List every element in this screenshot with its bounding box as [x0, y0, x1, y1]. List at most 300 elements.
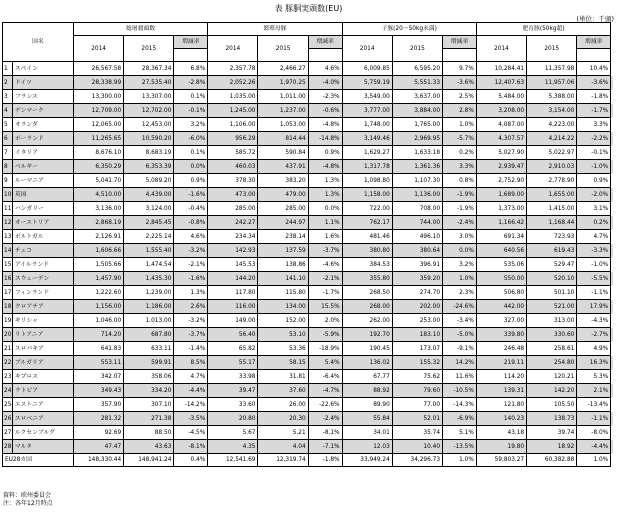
rate-cell: 2.5%	[443, 90, 477, 104]
rate-cell: 3.3%	[443, 160, 477, 174]
value-cell: 262.00	[342, 314, 392, 328]
value-cell: 481.46	[342, 230, 392, 244]
total-value-cell: 33,949.24	[342, 454, 392, 467]
country-name: マルタ	[12, 440, 73, 454]
value-cell: 5,022.97	[527, 146, 577, 160]
row-number: 23	[3, 370, 13, 384]
value-cell: 380.80	[342, 244, 392, 258]
value-cell: 88.50	[124, 426, 174, 440]
value-cell: 1,011.00	[258, 90, 308, 104]
header-rate: 増減率	[577, 36, 611, 49]
country-name: ギリシャ	[12, 314, 73, 328]
header-year: 2014	[342, 36, 392, 62]
row-number: 14	[3, 244, 13, 258]
value-cell: 3,124.00	[124, 202, 174, 216]
header-country: 国名	[3, 23, 74, 62]
value-cell: 244.97	[258, 216, 308, 230]
value-cell: 1,098.80	[342, 174, 392, 188]
value-cell: 52.01	[392, 412, 442, 426]
rate-cell: -2.1%	[308, 272, 342, 286]
value-cell: 138.73	[527, 412, 577, 426]
rate-cell: 4.6%	[308, 62, 342, 76]
value-cell: 535.06	[476, 258, 526, 272]
value-cell: 327.00	[476, 314, 526, 328]
row-number: 21	[3, 342, 13, 356]
value-cell: 313.00	[527, 314, 577, 328]
value-cell: 1,606.66	[73, 244, 123, 258]
header-year: 2015	[124, 36, 174, 62]
value-cell: 2,939.47	[476, 160, 526, 174]
rate-cell: 0.9%	[577, 174, 611, 188]
value-cell: 358.06	[124, 370, 174, 384]
table-row	[3, 342, 614, 356]
value-cell: 149.00	[208, 314, 258, 328]
value-cell: 258.61	[527, 342, 577, 356]
value-cell: 202.00	[392, 300, 442, 314]
rate-cell: 0.0%	[308, 202, 342, 216]
total-value-cell: 148,330.44	[73, 454, 123, 467]
row-number: 22	[3, 356, 13, 370]
value-cell: 1,106.00	[208, 118, 258, 132]
value-cell: 28,367.34	[124, 62, 174, 76]
value-cell: 77.00	[392, 398, 442, 412]
total-row	[3, 454, 614, 467]
value-cell: 506.80	[476, 286, 526, 300]
value-cell: 1,629.27	[342, 146, 392, 160]
footnote: 注：各年12月時点	[3, 500, 53, 507]
rate-cell: -1.8%	[577, 90, 611, 104]
row-number: 26	[3, 412, 13, 426]
rate-cell: -3.5%	[174, 412, 208, 426]
value-cell: 590.84	[258, 146, 308, 160]
value-cell: 173.07	[392, 342, 442, 356]
value-cell: 11,357.98	[527, 62, 577, 76]
rate-cell: -4.5%	[174, 426, 208, 440]
value-cell: 1,361.36	[392, 160, 442, 174]
value-cell: 183.10	[392, 328, 442, 342]
value-cell: 137.59	[258, 244, 308, 258]
table-row	[3, 314, 614, 328]
value-cell: 58.15	[258, 356, 308, 370]
rate-cell: -2.1%	[174, 258, 208, 272]
value-cell: 1,373.00	[476, 202, 526, 216]
total-value-cell: 34,296.73	[392, 454, 442, 467]
rate-cell: -1.0%	[577, 160, 611, 174]
value-cell: 1,046.00	[73, 314, 123, 328]
value-cell: 6,595.20	[392, 62, 442, 76]
rate-cell: -4.4%	[174, 384, 208, 398]
rate-cell: 0.1%	[174, 90, 208, 104]
value-cell: 520.10	[527, 272, 577, 286]
rate-cell: -3.7%	[308, 244, 342, 258]
value-cell: 271.38	[124, 412, 174, 426]
rate-cell: -0.1%	[174, 104, 208, 118]
value-cell: 234.34	[208, 230, 258, 244]
value-cell: 355.80	[342, 272, 392, 286]
table-row	[3, 258, 614, 272]
value-cell: 55.17	[208, 356, 258, 370]
value-cell: 4.04	[258, 440, 308, 454]
rate-cell: -4.0%	[308, 76, 342, 90]
value-cell: 762.17	[342, 216, 392, 230]
notes	[3, 492, 53, 508]
rate-cell: -6.4%	[308, 370, 342, 384]
rate-cell: -2.0%	[577, 188, 611, 202]
value-cell: 39.47	[208, 384, 258, 398]
table-row	[3, 132, 614, 146]
country-name: スウェーデン	[12, 272, 73, 286]
row-number: 1	[3, 62, 13, 76]
rate-cell: -3.4%	[443, 314, 477, 328]
rate-cell: -4.3%	[577, 314, 611, 328]
table-row	[3, 356, 614, 370]
value-cell: 6,009.85	[342, 62, 392, 76]
value-cell: 2,845.45	[124, 216, 174, 230]
value-cell: 1,166.42	[476, 216, 526, 230]
rate-cell: 15.5%	[308, 300, 342, 314]
row-number: 9	[3, 174, 13, 188]
total-rate-cell: 1.0%	[577, 454, 611, 467]
value-cell: 349.43	[73, 384, 123, 398]
row-number: 2	[3, 76, 13, 90]
table-row	[3, 216, 614, 230]
header-group-total: 総屠殺頭数	[73, 23, 207, 36]
rate-cell: -4.8%	[308, 118, 342, 132]
value-cell: 1,457.90	[73, 272, 123, 286]
value-cell: 723.93	[527, 230, 577, 244]
rate-cell: -13.5%	[443, 440, 477, 454]
value-cell: 152.00	[258, 314, 308, 328]
value-cell: 3,549.00	[342, 90, 392, 104]
rate-cell: -1.0%	[577, 258, 611, 272]
value-cell: 3,154.00	[527, 104, 577, 118]
value-cell: 708.00	[392, 202, 442, 216]
value-cell: 1,970.25	[258, 76, 308, 90]
rate-cell: 1.1%	[308, 216, 342, 230]
value-cell: 121.80	[476, 398, 526, 412]
country-name: ポルトガル	[12, 230, 73, 244]
value-cell: 3,208.00	[476, 104, 526, 118]
value-cell: 238.14	[258, 230, 308, 244]
value-cell: 55.84	[342, 412, 392, 426]
value-cell: 5,089.20	[124, 174, 174, 188]
table-row	[3, 328, 614, 342]
value-cell: 242.27	[208, 216, 258, 230]
rate-cell: 2.8%	[443, 104, 477, 118]
value-cell: 1,053.00	[258, 118, 308, 132]
header-group-piglets: 子豚(20～50kg未満)	[342, 23, 476, 36]
rate-cell: -24.6%	[443, 300, 477, 314]
rate-cell: -18.9%	[308, 342, 342, 356]
table-row	[3, 440, 614, 454]
value-cell: 31.81	[258, 370, 308, 384]
rate-cell: -6.9%	[443, 412, 477, 426]
row-number: 7	[3, 146, 13, 160]
country-name: ブルガリア	[12, 356, 73, 370]
value-cell: 34.01	[342, 426, 392, 440]
row-number: 20	[3, 328, 13, 342]
value-cell: 1,317.78	[342, 160, 392, 174]
value-cell: 20.80	[208, 412, 258, 426]
value-cell: 12,453.00	[124, 118, 174, 132]
rate-cell: 2.6%	[174, 300, 208, 314]
value-cell: 190.45	[342, 342, 392, 356]
value-cell: 4,439.00	[124, 188, 174, 202]
rate-cell: 0.1%	[174, 146, 208, 160]
rate-cell: -4.8%	[308, 160, 342, 174]
row-number: 16	[3, 272, 13, 286]
value-cell: 138.86	[258, 258, 308, 272]
value-cell: 33.98	[208, 370, 258, 384]
value-cell: 4,510.00	[73, 188, 123, 202]
table-row	[3, 202, 614, 216]
total-rate-cell: -1.8%	[308, 454, 342, 467]
value-cell: 2,052.26	[208, 76, 258, 90]
value-cell: 155.32	[392, 356, 442, 370]
value-cell: 285.00	[208, 202, 258, 216]
value-cell: 641.83	[73, 342, 123, 356]
value-cell: 5,041.70	[73, 174, 123, 188]
total-value-cell: 148,941.24	[124, 454, 174, 467]
rate-cell: 5.3%	[577, 370, 611, 384]
value-cell: 722.00	[342, 202, 392, 216]
value-cell: 1,158.00	[342, 188, 392, 202]
value-cell: 12,065.00	[73, 118, 123, 132]
rate-cell: -22.6%	[308, 398, 342, 412]
table-row	[3, 398, 614, 412]
header-rate: 増減率	[443, 36, 477, 49]
header-group-fattening: 肥育豚(50kg超)	[476, 23, 610, 36]
rate-cell: 1.6%	[308, 230, 342, 244]
rate-cell: -8.1%	[174, 440, 208, 454]
rate-cell: 0.2%	[577, 216, 611, 230]
rate-cell: -8.1%	[308, 426, 342, 440]
value-cell: 342.07	[73, 370, 123, 384]
value-cell: 11,265.65	[73, 132, 123, 146]
value-cell: 12,407.63	[476, 76, 526, 90]
value-cell: 619.43	[527, 244, 577, 258]
rate-cell: -4.7%	[308, 384, 342, 398]
rate-cell: -0.1%	[577, 146, 611, 160]
value-cell: 1,245.00	[208, 104, 258, 118]
table-row	[3, 412, 614, 426]
value-cell: 281.32	[73, 412, 123, 426]
rate-cell: -2.4%	[443, 216, 477, 230]
header-year: 2015	[527, 36, 577, 62]
country-name: オランダ	[12, 118, 73, 132]
value-cell: 26.00	[258, 398, 308, 412]
country-name: ルクセンブルグ	[12, 426, 73, 440]
value-cell: 140.23	[476, 412, 526, 426]
value-cell: 139.31	[476, 384, 526, 398]
table-row	[3, 118, 614, 132]
value-cell: 691.34	[476, 230, 526, 244]
value-cell: 33.60	[208, 398, 258, 412]
row-number: 27	[3, 426, 13, 440]
value-cell: 1,633.18	[392, 146, 442, 160]
rate-cell: -8.0%	[577, 426, 611, 440]
rate-cell: 1.3%	[174, 286, 208, 300]
value-cell: 79.60	[392, 384, 442, 398]
value-cell: 956.29	[208, 132, 258, 146]
value-cell: 6,353.39	[124, 160, 174, 174]
value-cell: 26,567.58	[73, 62, 123, 76]
value-cell: 10.40	[392, 440, 442, 454]
rate-cell: -5.5%	[577, 272, 611, 286]
value-cell: 2,126.91	[73, 230, 123, 244]
header-year: 2014	[476, 36, 526, 62]
total-rate-cell: 1.0%	[443, 454, 477, 467]
rate-cell: -0.6%	[308, 104, 342, 118]
value-cell: 1,136.00	[392, 188, 442, 202]
rate-cell: 3.1%	[577, 202, 611, 216]
country-name: オーストリア	[12, 216, 73, 230]
value-cell: 141.10	[258, 272, 308, 286]
rate-cell: -4.4%	[577, 440, 611, 454]
value-cell: 714.20	[73, 328, 123, 342]
table-row	[3, 426, 614, 440]
rate-cell: -13.4%	[577, 398, 611, 412]
value-cell: 1,237.00	[258, 104, 308, 118]
rate-cell: 5.1%	[443, 426, 477, 440]
rate-cell: -1.6%	[174, 188, 208, 202]
value-cell: 473.00	[208, 188, 258, 202]
value-cell: 5,388.00	[527, 90, 577, 104]
rate-cell: 10.4%	[577, 62, 611, 76]
value-cell: 1,156.00	[73, 300, 123, 314]
value-cell: 5,027.90	[476, 146, 526, 160]
value-cell: 219.11	[476, 356, 526, 370]
row-number: 19	[3, 314, 13, 328]
value-cell: 1,013.00	[124, 314, 174, 328]
header-rate: 増減率	[174, 36, 208, 49]
value-cell: 11,957.06	[527, 76, 577, 90]
value-cell: 37.60	[258, 384, 308, 398]
value-cell: 5,759.19	[342, 76, 392, 90]
rate-cell: -3.6%	[577, 76, 611, 90]
value-cell: 53.10	[258, 328, 308, 342]
value-cell: 56.40	[208, 328, 258, 342]
rate-cell: -2.4%	[308, 412, 342, 426]
table-row	[3, 300, 614, 314]
value-cell: 27,535.40	[124, 76, 174, 90]
value-cell: 10,590.20	[124, 132, 174, 146]
rate-cell: -14.3%	[443, 398, 477, 412]
value-cell: 6,350.29	[73, 160, 123, 174]
value-cell: 39.74	[527, 426, 577, 440]
rate-cell: -4.6%	[308, 258, 342, 272]
rate-cell: -1.1%	[577, 286, 611, 300]
pig-census-table	[2, 22, 613, 467]
rate-cell: 3.2%	[443, 258, 477, 272]
rate-cell: -9.1%	[443, 342, 477, 356]
value-cell: 442.00	[476, 300, 526, 314]
table-row	[3, 230, 614, 244]
value-cell: 254.80	[527, 356, 577, 370]
value-cell: 585.72	[208, 146, 258, 160]
rate-cell: 17.9%	[577, 300, 611, 314]
rate-cell: -3.3%	[577, 244, 611, 258]
rate-cell: -7.1%	[308, 440, 342, 454]
value-cell: 687.80	[124, 328, 174, 342]
country-name: ラトビア	[12, 384, 73, 398]
country-name: リトアニア	[12, 328, 73, 342]
rate-cell: 9.7%	[443, 62, 477, 76]
value-cell: 744.00	[392, 216, 442, 230]
table-row	[3, 174, 614, 188]
row-number: 5	[3, 118, 13, 132]
row-number: 17	[3, 286, 13, 300]
rate-cell: 4.6%	[174, 230, 208, 244]
value-cell: 334.20	[124, 384, 174, 398]
rate-cell: -5.9%	[308, 328, 342, 342]
value-cell: 253.00	[392, 314, 442, 328]
row-number: 15	[3, 258, 13, 272]
total-value-cell: 12,319.74	[258, 454, 308, 467]
value-cell: 8,683.19	[124, 146, 174, 160]
value-cell: 384.53	[342, 258, 392, 272]
rate-cell: 0.0%	[443, 244, 477, 258]
value-cell: 380.64	[392, 244, 442, 258]
rate-cell: -2.8%	[174, 76, 208, 90]
value-cell: 5,484.00	[476, 90, 526, 104]
value-cell: 2,225.14	[124, 230, 174, 244]
value-cell: 599.91	[124, 356, 174, 370]
country-name: キプロス	[12, 370, 73, 384]
country-name: スロベニア	[12, 412, 73, 426]
value-cell: 136.02	[342, 356, 392, 370]
rate-cell: -1.7%	[308, 286, 342, 300]
country-name: アイルランド	[12, 258, 73, 272]
row-number: 8	[3, 160, 13, 174]
rate-cell: 2.3%	[443, 286, 477, 300]
table-row	[3, 384, 614, 398]
rate-cell: -3.7%	[174, 328, 208, 342]
value-cell: 1,415.00	[527, 202, 577, 216]
header-year: 2014	[208, 36, 258, 62]
rate-cell: -1.6%	[174, 272, 208, 286]
rate-cell: -1.1%	[577, 412, 611, 426]
country-name: ハンガリー	[12, 202, 73, 216]
rate-cell: -5.7%	[443, 132, 477, 146]
value-cell: 13,307.00	[124, 90, 174, 104]
rate-cell: -2.2%	[577, 132, 611, 146]
value-cell: 88.92	[342, 384, 392, 398]
country-name: デンマーク	[12, 104, 73, 118]
total-value-cell: 60,382.88	[527, 454, 577, 467]
value-cell: 1,435.30	[124, 272, 174, 286]
value-cell: 3,637.00	[392, 90, 442, 104]
row-number: 11	[3, 202, 13, 216]
table-row	[3, 146, 614, 160]
value-cell: 18.92	[527, 440, 577, 454]
value-cell: 5.67	[208, 426, 258, 440]
value-cell: 274.70	[392, 286, 442, 300]
value-cell: 2,868.19	[73, 216, 123, 230]
value-cell: 10,284.41	[476, 62, 526, 76]
rate-cell: -14.8%	[308, 132, 342, 146]
source-note: 資料：欧州委員会	[3, 492, 52, 499]
value-cell: 268.50	[342, 286, 392, 300]
rate-cell: -1.4%	[174, 342, 208, 356]
value-cell: 633.11	[124, 342, 174, 356]
rate-cell: 1.0%	[443, 118, 477, 132]
rate-cell: 8.5%	[174, 356, 208, 370]
rate-cell: 4.9%	[577, 342, 611, 356]
row-number: 13	[3, 230, 13, 244]
value-cell: 20.30	[258, 412, 308, 426]
row-number: 4	[3, 104, 13, 118]
